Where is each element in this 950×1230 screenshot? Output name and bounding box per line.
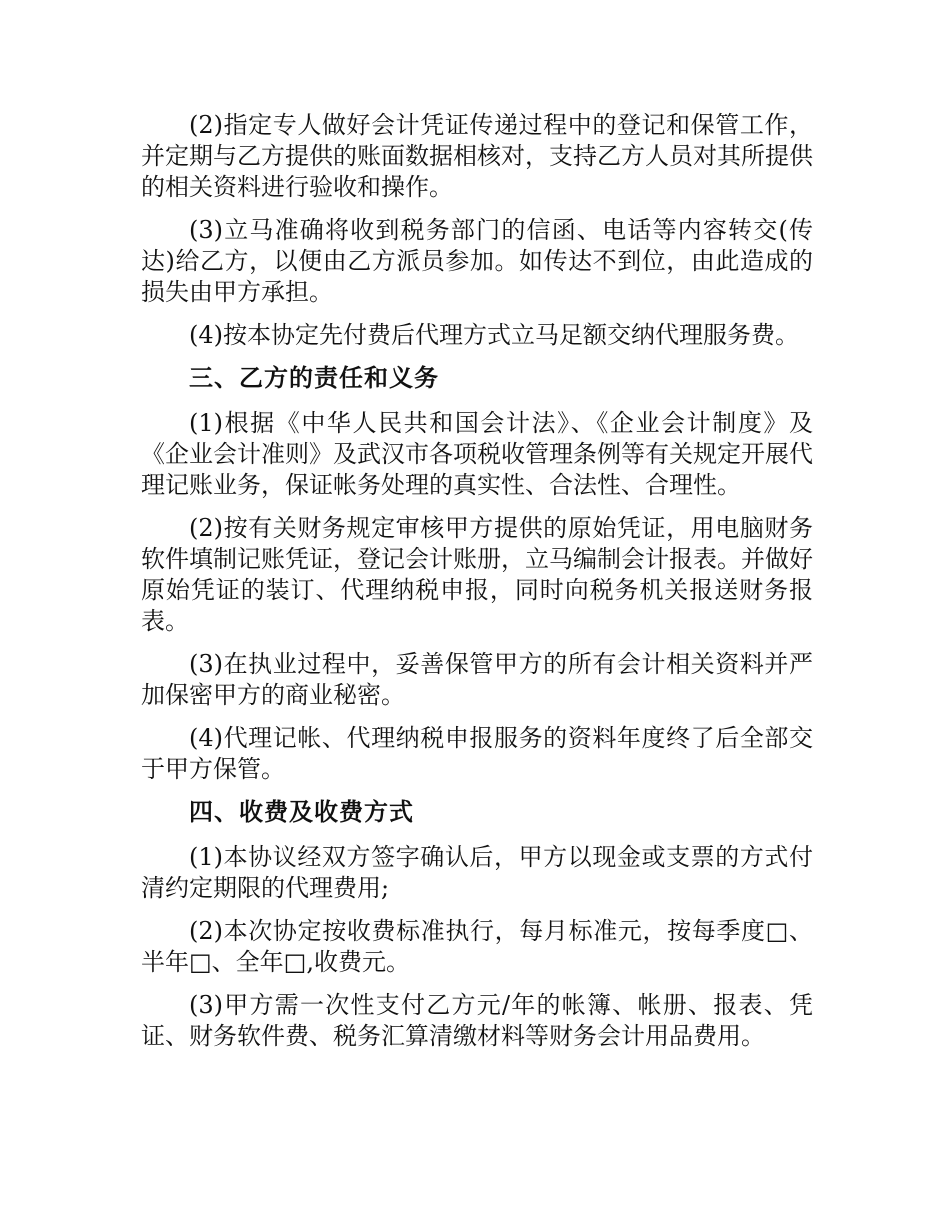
para-party-b-4: (4)代理记帐、代理纳税申报服务的资料年度终了后全部交于甲方保管。 [141,724,813,783]
para-fee-2: (2)本次协定按收费标准执行，每月标准元，按每季度□、半年□、全年□,收费元。 [141,917,813,976]
para-party-b-2: (2)按有关财务规定审核甲方提供的原始凭证，用电脑财务软件填制记账凭证，登记会计账册，立马编制会计报表。并做好原始凭证的装订、代理纳税申报，同时向税务机关报送财务报表。 [141,514,813,635]
para-party-a-2: (2)指定专人做好会计凭证传递过程中的登记和保管工作，并定期与乙方提供的账面数据相核对，支持乙方人员对其所提供的相关资料进行验收和操作。 [141,111,813,201]
document-page [141,110,813,1064]
para-party-a-4: (4)按本协定先付费后代理方式立马足额交纳代理服务费。 [189,321,799,349]
heading-section-4: 四、收费及收费方式 [189,798,414,826]
heading-section-3: 三、乙方的责任和义务 [189,364,439,392]
para-fee-1: (1)本协议经双方签字确认后，甲方以现金或支票的方式付清约定期限的代理费用; [141,843,813,902]
para-party-b-3: (3)在执业过程中，妥善保管甲方的所有会计相关资料并严加保密甲方的商业秘密。 [141,650,813,709]
para-fee-3: (3)甲方需一次性支付乙方元/年的帐簿、帐册、报表、凭证、财务软件费、税务汇算清缴材料等财务会计用品费用。 [141,991,813,1050]
para-party-b-1: (1)根据《中华人民共和国会计法》、《企业会计制度》及《企业会计准则》及武汉市各项税收管理条例等有关规定开展代理记账业务，保证帐务处理的真实性、合法性、合理性。 [141,409,813,499]
para-party-a-3: (3)立马准确将收到税务部门的信函、电话等内容转交(传达)给乙方，以便由乙方派员参加。如传达不到位，由此造成的损失由甲方承担。 [141,216,813,306]
